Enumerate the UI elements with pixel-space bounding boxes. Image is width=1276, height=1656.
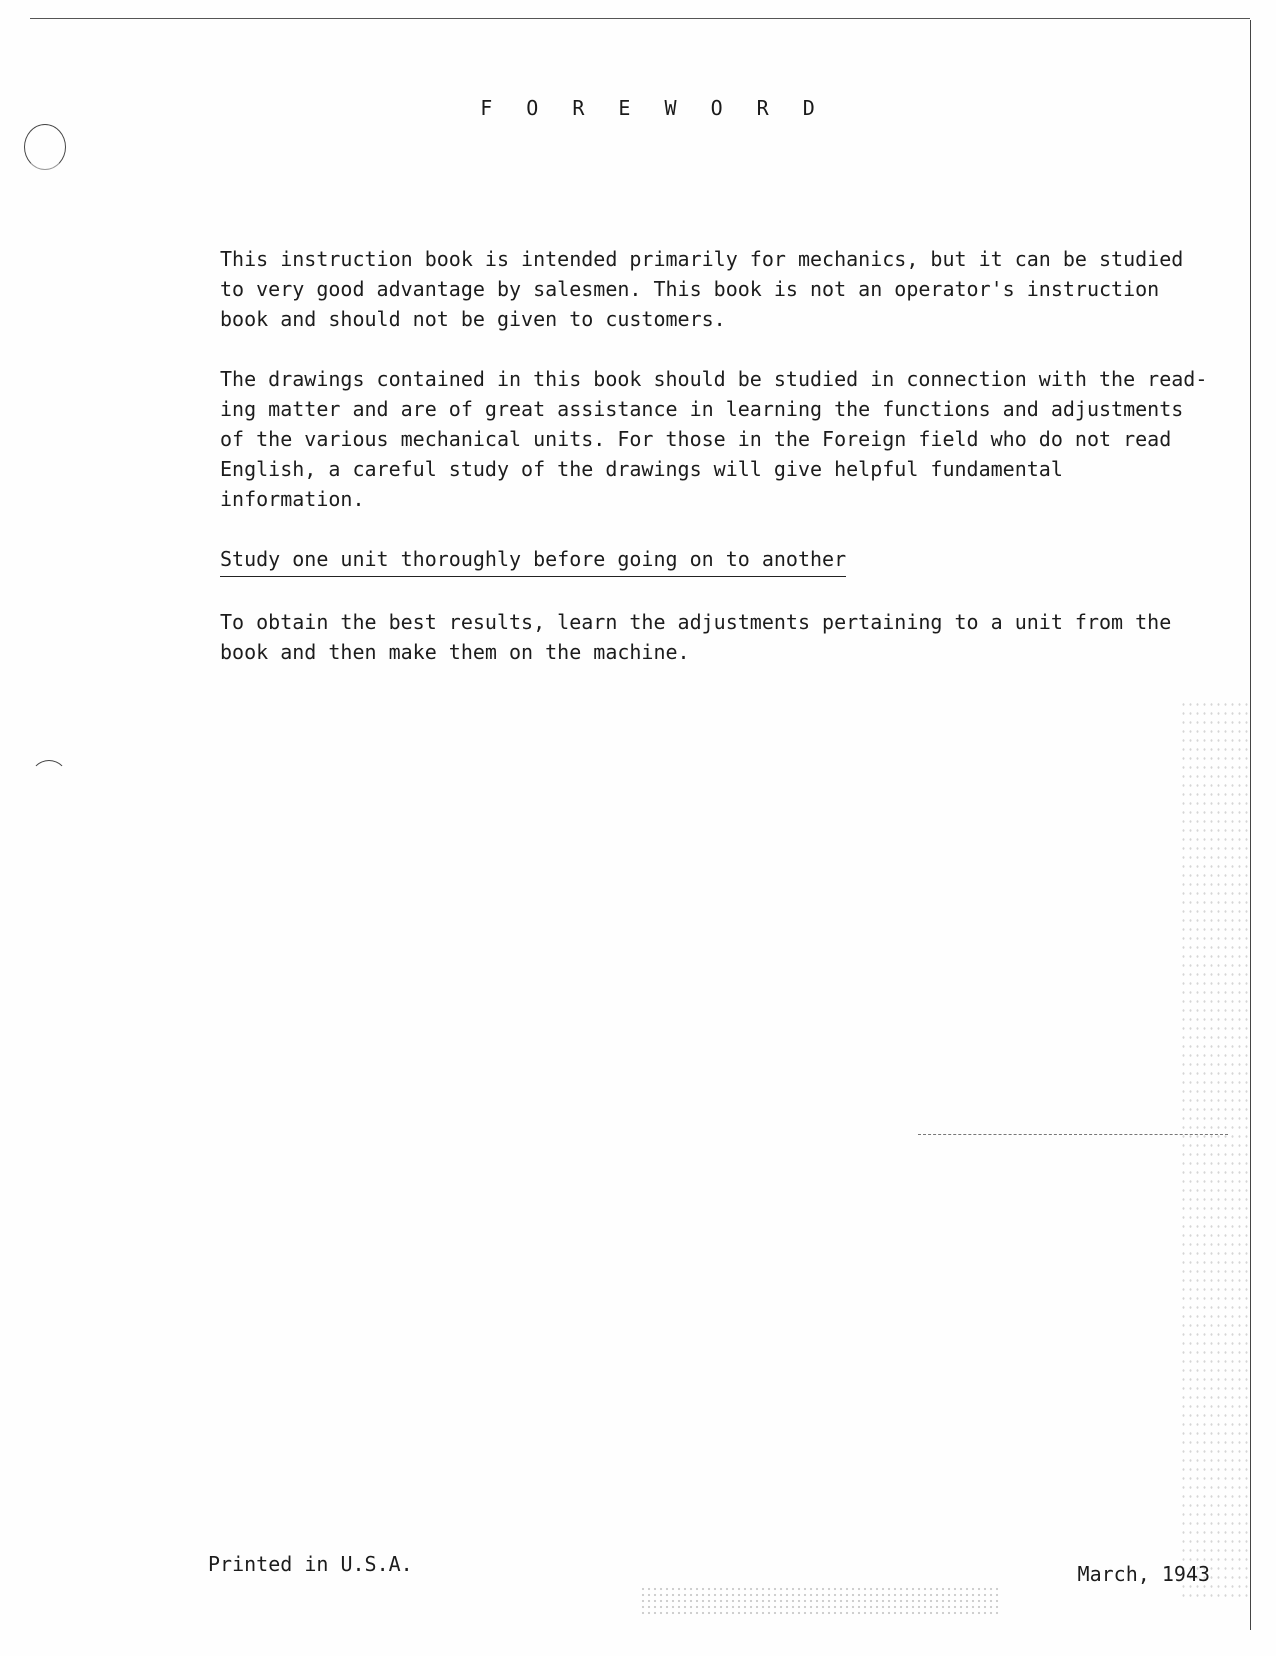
paragraph: This instruction book is intended primarily for mechanics, but it can be studied to very good advantage by salesmen. This book is not an operator's instruction book and should not be given to customers.	[220, 247, 1184, 331]
punch-hole-mark	[24, 124, 66, 170]
printed-note: Printed in U.S.A.	[208, 1552, 413, 1576]
underlined-heading: Study one unit thoroughly before going on to another	[220, 544, 846, 577]
scan-edge-right	[1250, 20, 1251, 1630]
scan-speckle	[640, 1586, 1000, 1616]
paragraph: To obtain the best results, learn the adjustments pertaining to a unit from the book and then make them on the machine.	[220, 610, 1172, 664]
punch-hole-mark	[30, 760, 68, 798]
paragraph: The drawings contained in this book should be studied in connection with the read- ing matter and are of great assistance in learning the functions and adjustments of the various mechanical units. For those in the Foreign field who do not read English, a careful study of the drawings will give helpful fundamental information.	[220, 367, 1208, 511]
page-title: F O R E W O R D	[480, 96, 826, 120]
scan-speckle	[1180, 700, 1250, 1600]
publication-date: March, 1943	[1077, 1562, 1210, 1586]
scan-edge-top	[30, 18, 1250, 19]
body-text	[220, 244, 1210, 697]
